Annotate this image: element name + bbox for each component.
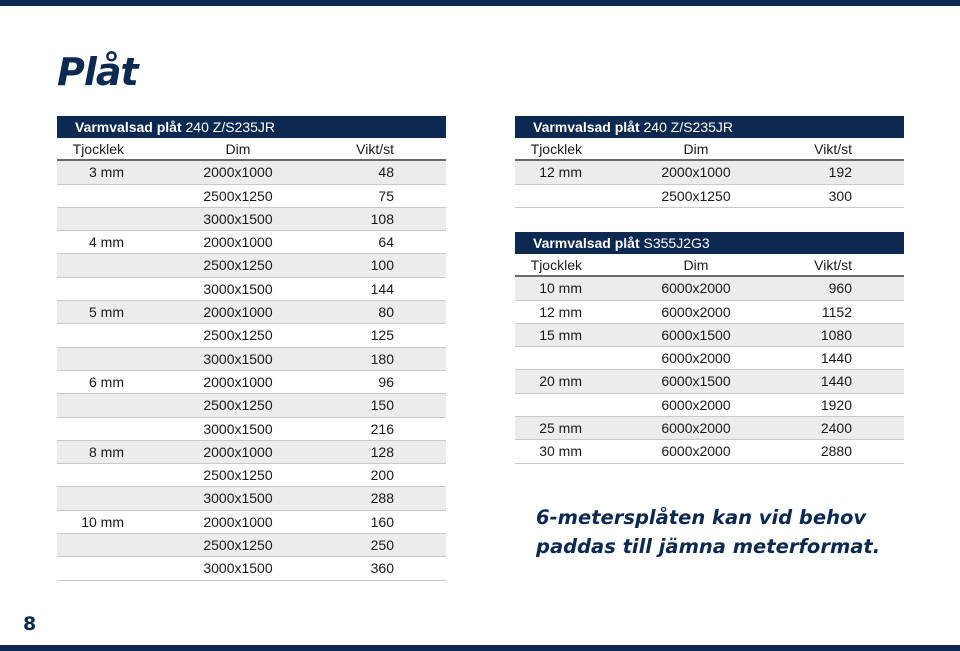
cell-dim: 2500x1250 [203, 187, 273, 204]
cell-weight: 108 [370, 210, 394, 227]
table-row [515, 161, 904, 184]
column-header-thickness: Tjocklek [530, 141, 582, 157]
cell-dim: 3000x1500 [203, 560, 273, 577]
cell-weight: 100 [370, 257, 394, 274]
table-row [57, 208, 446, 231]
cell-dim: 2000x1000 [203, 373, 273, 390]
bottom-accent-bar [0, 645, 960, 651]
column-header-dim: Dim [683, 141, 709, 157]
note-line-2: paddas till jämna meterformat. [536, 535, 881, 558]
cell-dim: 6000x2000 [661, 303, 731, 320]
cell-weight: 360 [370, 560, 394, 577]
table-row [515, 394, 904, 417]
cell-weight: 288 [370, 490, 394, 507]
cell-dim: 2500x1250 [203, 397, 273, 414]
table-row [57, 185, 446, 208]
table-header [515, 116, 904, 138]
table-row [57, 441, 446, 464]
cell-dim: 2000x1000 [203, 234, 273, 251]
cell-dim: 2500x1250 [203, 467, 273, 484]
cell-dim: 2000x1000 [203, 513, 273, 530]
cell-dim: 2500x1250 [203, 327, 273, 344]
cell-thickness: 30 mm [539, 443, 582, 460]
cell-dim: 2500x1250 [203, 537, 273, 554]
cell-dim: 6000x2000 [661, 396, 731, 413]
table-row [515, 301, 904, 324]
cell-weight: 200 [370, 467, 394, 484]
cell-weight: 180 [370, 350, 394, 367]
cell-dim: 6000x2000 [661, 443, 731, 460]
table-header [57, 116, 446, 138]
table-varmvalsad-240z-right [515, 116, 904, 208]
cell-thickness: 20 mm [539, 373, 582, 390]
cell-weight: 80 [378, 304, 394, 321]
page-title: Plåt [57, 50, 138, 94]
cell-weight: 75 [378, 187, 394, 204]
table-row [515, 370, 904, 393]
cell-weight: 300 [828, 187, 852, 204]
table-header-bold: Varmvalsad plåt [75, 119, 182, 135]
cell-dim: 6000x2000 [661, 350, 731, 367]
cell-dim: 6000x1500 [661, 373, 731, 390]
column-header-dim: Dim [225, 141, 251, 157]
cell-dim: 2500x1250 [661, 187, 731, 204]
cell-thickness: 3 mm [89, 164, 124, 181]
table-row [515, 417, 904, 440]
cell-thickness: 12 mm [539, 303, 582, 320]
note-line-1: 6-metersplåten kan vid behov [536, 506, 867, 529]
table-row [57, 511, 446, 534]
cell-thickness: 4 mm [89, 234, 124, 251]
table-row [57, 301, 446, 324]
table-row [515, 185, 904, 208]
table-varmvalsad-s355j2g3 [515, 232, 904, 464]
cell-weight: 48 [378, 164, 394, 181]
table-row [57, 231, 446, 254]
column-header-weight: Vikt/st [814, 141, 852, 157]
table-row [57, 534, 446, 557]
column-header-thickness: Tjocklek [530, 257, 582, 273]
cell-dim: 2000x1000 [203, 164, 273, 181]
cell-thickness: 12 mm [539, 164, 582, 181]
cell-weight: 96 [378, 373, 394, 390]
cell-dim: 2000x1000 [661, 164, 731, 181]
cell-thickness: 10 mm [81, 513, 124, 530]
table-varmvalsad-240z-left [57, 116, 446, 581]
cell-dim: 3000x1500 [203, 350, 273, 367]
cell-weight: 150 [370, 397, 394, 414]
column-header-thickness: Tjocklek [72, 141, 124, 157]
cell-weight: 2400 [820, 420, 852, 437]
page-number: 8 [23, 613, 37, 635]
table-row [57, 418, 446, 441]
cell-dim: 6000x2000 [661, 280, 731, 297]
table-header-bold: Varmvalsad plåt [533, 235, 640, 251]
table-row [57, 161, 446, 184]
cell-dim: 2000x1000 [203, 443, 273, 460]
table-row [57, 557, 446, 580]
cell-weight: 128 [370, 443, 394, 460]
cell-weight: 1080 [820, 326, 852, 343]
cell-weight: 160 [370, 513, 394, 530]
cell-dim: 3000x1500 [203, 280, 273, 297]
table-header [515, 232, 904, 254]
cell-weight: 1920 [820, 396, 852, 413]
table-row [515, 347, 904, 370]
table-row [57, 324, 446, 347]
column-header-weight: Vikt/st [814, 257, 852, 273]
cell-dim: 3000x1500 [203, 210, 273, 227]
table-row [57, 487, 446, 510]
cell-dim: 3000x1500 [203, 420, 273, 437]
cell-dim: 2000x1000 [203, 304, 273, 321]
table-row [57, 278, 446, 301]
table-row [57, 394, 446, 417]
table-row [57, 348, 446, 371]
cell-weight: 216 [370, 420, 394, 437]
top-accent-bar [0, 0, 960, 6]
cell-weight: 1440 [820, 373, 852, 390]
table-header-grade: S355J2G3 [643, 235, 710, 251]
cell-weight: 250 [370, 537, 394, 554]
cell-thickness: 8 mm [89, 443, 124, 460]
table-row [57, 464, 446, 487]
note-text [536, 503, 916, 561]
table-row [57, 254, 446, 277]
cell-thickness: 15 mm [539, 326, 582, 343]
table-header-grade: 240 Z/S235JR [643, 119, 734, 135]
cell-dim: 6000x2000 [661, 420, 731, 437]
column-header-row [515, 254, 904, 277]
cell-thickness: 25 mm [539, 420, 582, 437]
table-header-grade: 240 Z/S235JR [185, 119, 276, 135]
column-header-weight: Vikt/st [356, 141, 394, 157]
cell-weight: 1152 [821, 303, 852, 320]
cell-weight: 64 [378, 234, 394, 251]
cell-weight: 192 [828, 164, 852, 181]
cell-dim: 6000x1500 [661, 326, 731, 343]
table-row [515, 324, 904, 347]
cell-weight: 144 [370, 280, 394, 297]
cell-weight: 125 [370, 327, 394, 344]
column-header-row [57, 138, 446, 161]
cell-weight: 2880 [820, 443, 852, 460]
cell-thickness: 6 mm [89, 373, 124, 390]
cell-thickness: 5 mm [89, 304, 124, 321]
cell-dim: 3000x1500 [203, 490, 273, 507]
cell-thickness: 10 mm [539, 280, 582, 297]
cell-weight: 1440 [820, 350, 852, 367]
cell-weight: 960 [828, 280, 852, 297]
table-row [57, 371, 446, 394]
table-row [515, 277, 904, 300]
column-header-dim: Dim [683, 257, 709, 273]
table-row [515, 440, 904, 463]
column-header-row [515, 138, 904, 161]
cell-dim: 2500x1250 [203, 257, 273, 274]
table-header-bold: Varmvalsad plåt [533, 119, 640, 135]
